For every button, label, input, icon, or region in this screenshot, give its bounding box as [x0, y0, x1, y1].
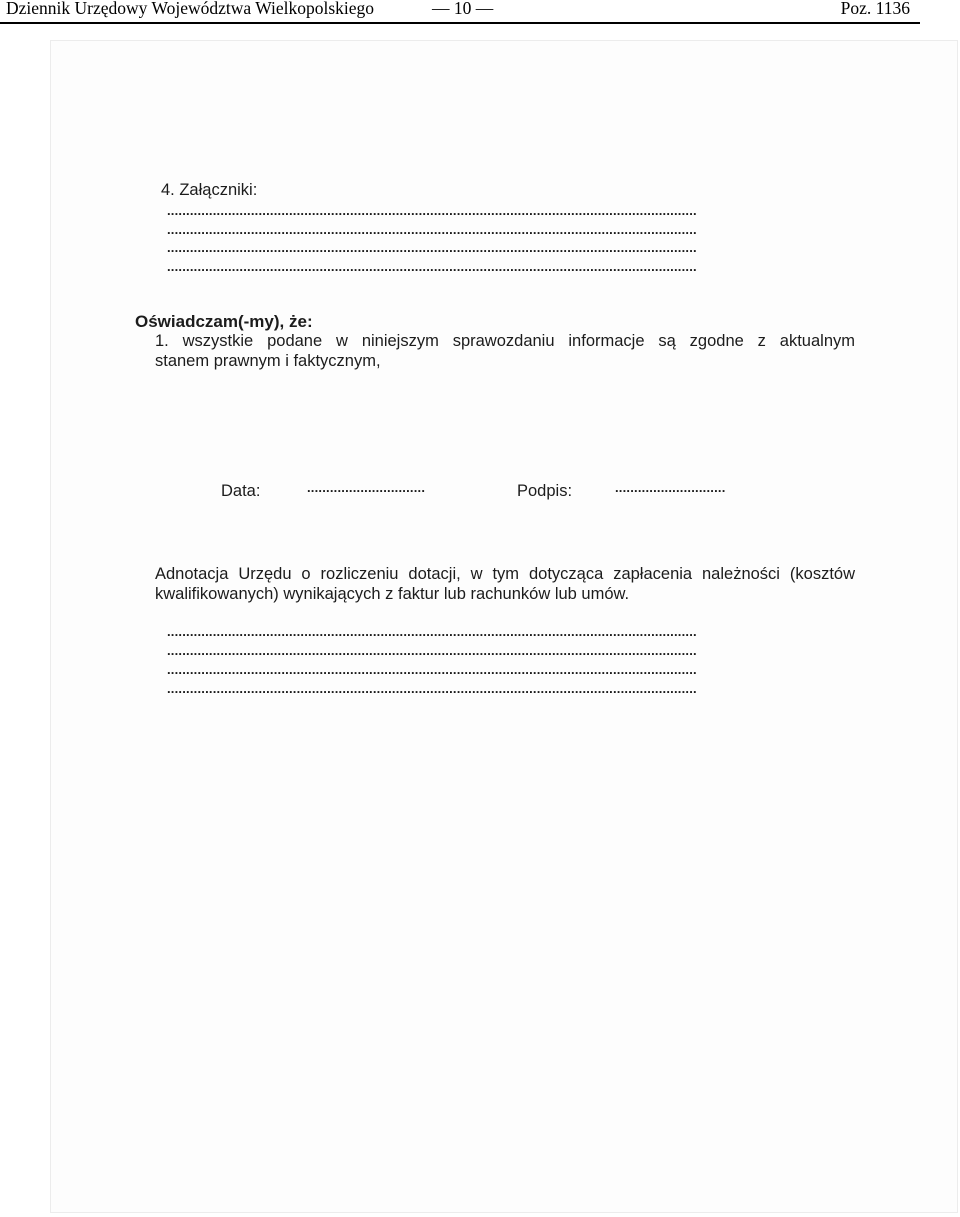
position-number: Poz. 1136 — [840, 0, 910, 18]
declaration-heading: Oświadczam(-my), że: — [135, 312, 313, 331]
attachment-line-1: ........................................................................................................................................... — [167, 204, 697, 218]
annotation-line-dots-1: ........................................................................................................................................... — [167, 625, 697, 639]
signature-field: ............................. — [615, 480, 726, 495]
page-number: — 10 — — [432, 0, 494, 18]
annotation-line-1: Adnotacja Urzędu o rozliczeniu dotacji, w tym dotycząca zapłacenia należności (kosztów — [155, 565, 855, 583]
attachment-line-2: ........................................................................................................................................... — [167, 223, 697, 237]
date-field: ............................... — [307, 480, 426, 495]
page-header — [0, 0, 920, 24]
scanned-form — [50, 40, 958, 1213]
journal-title: Dziennik Urzędowy Województwa Wielkopolskiego — [6, 0, 375, 18]
attachment-line-4: ........................................................................................................................................... — [167, 260, 697, 274]
declaration-item-line-1: 1. wszystkie podane w niniejszym sprawozdaniu informacje są zgodne z aktualnym — [155, 332, 855, 350]
date-label: Data: — [221, 482, 261, 500]
annotation-line-2: kwalifikowanych) wynikających z faktur lub rachunków lub umów. — [155, 585, 630, 603]
declaration-item-line-2: stanem prawnym i faktycznym, — [155, 352, 381, 370]
annotation-line-dots-2: ........................................................................................................................................... — [167, 644, 697, 658]
attachments-heading: 4. Załączniki: — [161, 181, 258, 199]
annotation-line-dots-3: ........................................................................................................................................... — [167, 663, 697, 677]
signature-label: Podpis: — [517, 482, 573, 500]
annotation-line-dots-4: ........................................................................................................................................... — [167, 682, 697, 696]
attachment-line-3: ........................................................................................................................................... — [167, 241, 697, 255]
